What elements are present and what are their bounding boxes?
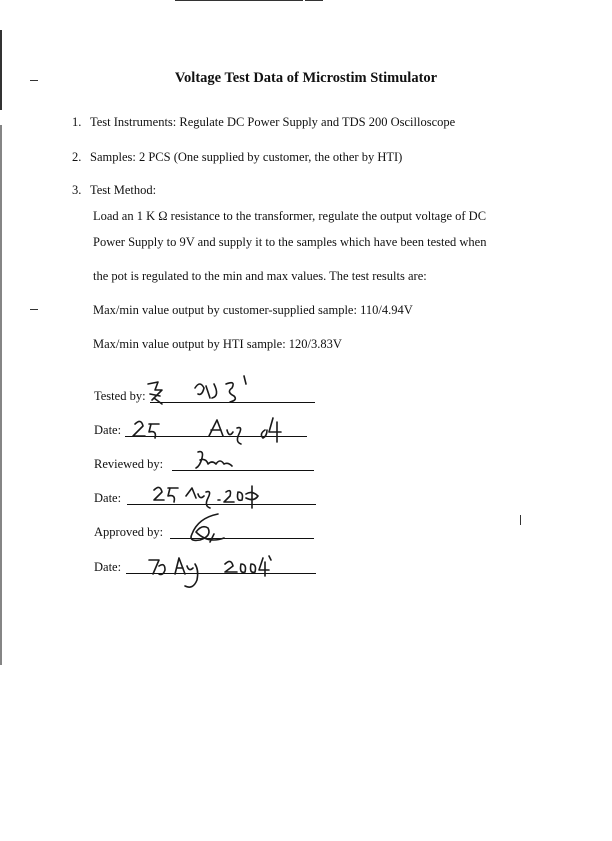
reviewed-by-label: Reviewed by: — [94, 457, 164, 471]
method-line: Power Supply to 9V and supply it to the samples which have been tested when — [93, 235, 487, 249]
test-date-handwriting — [125, 410, 295, 450]
list-item-number: 3. — [72, 183, 82, 197]
scan-artifact — [305, 0, 323, 1]
list-item-number: 1. — [72, 115, 82, 129]
method-line: Load an 1 K Ω resistance to the transformer, regulate the output voltage of DC — [93, 209, 487, 223]
scan-artifact — [520, 515, 521, 525]
method-line: the pot is regulated to the min and max values. The test results are: — [93, 269, 427, 283]
document-title: Voltage Test Data of Microstim Stimulator — [174, 70, 438, 86]
reviewed-by-signature — [192, 448, 242, 474]
review-date-label: Date: — [94, 491, 122, 505]
list-item-text: Test Instruments: Regulate DC Power Supply and TDS 200 Oscilloscope — [90, 115, 456, 129]
scan-artifact — [0, 125, 2, 665]
approved-by-signature — [178, 508, 238, 548]
approval-date-label: Date: — [94, 560, 122, 574]
tested-by-label: Tested by: — [94, 389, 146, 403]
result-line: Max/min value output by customer-supplied sample: 110/4.94V — [93, 303, 413, 317]
tested-by-signature — [140, 370, 280, 410]
approval-date-handwriting — [145, 550, 275, 600]
scan-artifact — [175, 0, 303, 1]
list-item-text: Samples: 2 PCS (One supplied by customer, the other by HTI) — [90, 150, 403, 164]
list-item-number: 2. — [72, 150, 82, 164]
test-date-label: Date: — [94, 423, 122, 437]
list-item-text: Test Method: — [90, 183, 157, 197]
approved-by-label: Approved by: — [94, 525, 164, 539]
scan-artifact — [30, 309, 38, 310]
result-line: Max/min value output by HTI sample: 120/3.83V — [93, 337, 342, 351]
